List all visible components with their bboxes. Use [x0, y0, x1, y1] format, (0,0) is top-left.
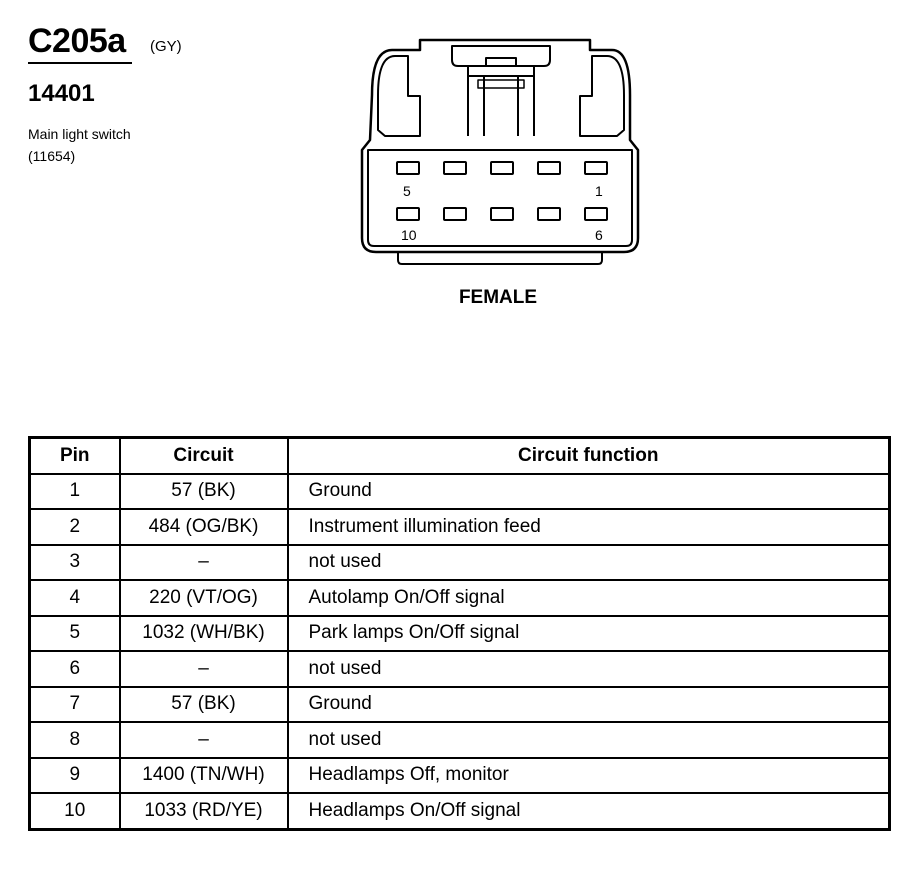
function-cell: Ground [288, 687, 890, 723]
pin-label-10: 10 [401, 227, 417, 243]
connector-id: C205a [28, 22, 126, 60]
latch-body [468, 66, 534, 136]
function-cell: Autolamp On/Off signal [288, 580, 890, 616]
table-row [30, 687, 890, 723]
circuit-cell: 57 (BK) [120, 687, 288, 723]
circuit-cell: – [120, 722, 288, 758]
function-cell: Instrument illumination feed [288, 509, 890, 545]
pin-cell: 9 [30, 758, 120, 794]
header-circuit-function: Circuit function [288, 438, 890, 474]
pin-cell: 5 [30, 616, 120, 652]
circuit-cell: 484 (OG/BK) [120, 509, 288, 545]
right-latch-guide [580, 56, 624, 136]
pin-cavity [585, 208, 607, 220]
pin-cell: 4 [30, 580, 120, 616]
header-pin: Pin [30, 438, 120, 474]
header-circuit: Circuit [120, 438, 288, 474]
function-cell: Ground [288, 474, 890, 510]
connector-bottom-lip [398, 252, 602, 264]
connector-face-diagram [0, 0, 910, 320]
table-row [30, 616, 890, 652]
circuit-cell: 1400 (TN/WH) [120, 758, 288, 794]
component-reference: (11654) [28, 148, 76, 164]
pin-cavity [538, 208, 560, 220]
pin-cell: 1 [30, 474, 120, 510]
pin-cavity [491, 162, 513, 174]
center-latch [452, 46, 550, 66]
table-row [30, 509, 890, 545]
pin-label-1: 1 [595, 183, 603, 199]
pin-cavity [538, 162, 560, 174]
circuit-cell: 1033 (RD/YE) [120, 793, 288, 829]
pin-cell: 3 [30, 545, 120, 581]
function-cell: not used [288, 651, 890, 687]
table-header-row [30, 438, 890, 474]
function-cell: Headlamps Off, monitor [288, 758, 890, 794]
latch-tab [486, 58, 516, 66]
pin-cavity [444, 162, 466, 174]
circuit-cell: 1032 (WH/BK) [120, 616, 288, 652]
pin-label-6: 6 [595, 227, 603, 243]
function-cell: not used [288, 722, 890, 758]
pin-cavity [491, 208, 513, 220]
table-row [30, 580, 890, 616]
pin-cell: 10 [30, 793, 120, 829]
component-description: Main light switch [28, 126, 131, 142]
part-number: 14401 [28, 80, 95, 107]
table-row [30, 545, 890, 581]
pin-cell: 7 [30, 687, 120, 723]
function-cell: not used [288, 545, 890, 581]
pin-cavity [397, 162, 419, 174]
function-cell: Park lamps On/Off signal [288, 616, 890, 652]
table-row [30, 651, 890, 687]
pin-cavity [585, 162, 607, 174]
table-row [30, 758, 890, 794]
circuit-cell: – [120, 545, 288, 581]
circuit-cell: 57 (BK) [120, 474, 288, 510]
connector-gender-label: FEMALE [458, 287, 538, 308]
pin-cell: 8 [30, 722, 120, 758]
pinout-table [28, 436, 891, 831]
circuit-cell: – [120, 651, 288, 687]
pin-cavity [444, 208, 466, 220]
table-row [30, 474, 890, 510]
table-row [30, 793, 890, 829]
pin-cell: 6 [30, 651, 120, 687]
function-cell: Headlamps On/Off signal [288, 793, 890, 829]
circuit-cell: 220 (VT/OG) [120, 580, 288, 616]
pin-label-5: 5 [403, 183, 411, 199]
table-row [30, 722, 890, 758]
pin-cell: 2 [30, 509, 120, 545]
left-latch-guide [378, 56, 420, 136]
pin-cavity [397, 208, 419, 220]
color-code: (GY) [150, 38, 182, 55]
